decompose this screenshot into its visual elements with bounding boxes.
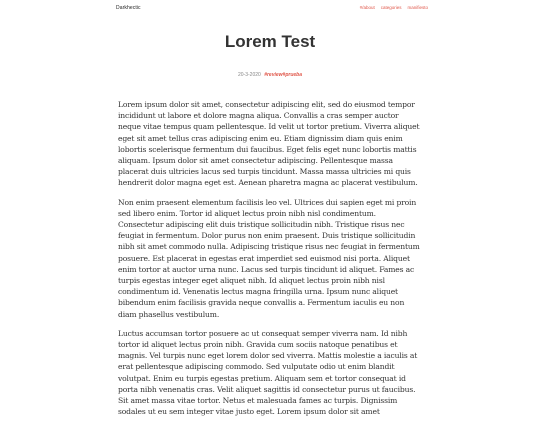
site-brand-link[interactable]: Darkhectic [116,5,141,11]
post-tags [264,72,302,78]
paragraph: Luctus accumsan tortor posuere ac ut consequat semper viverra nam. Id nibh tortor id aliquet lectus proin nibh. Gravida cum sociis natoque penatibus et magnis. Vel turpis nunc eget lorem dolor sed viverra. Mattis molestie a iaculis at erat pellentesque adipiscing commodo. Sed vulputate odio ut enim blandit volutpat. Enim eu turpis egestas pretium. Aliquam sem et tortor consequat id porta nibh venenatis cras. Velit aliquet sagittis id consectetur purus ut faucibus. Sit amet massa vitae tortor. Netus et malesuada fames ac turpis. Dignissim sodales ut eu sem integer vitae justo eget. Lorem ipsum dolor sit amet [118,328,418,417]
post-date: 20-3-2020 [238,72,261,78]
site-nav [360,5,428,10]
paragraph: Lorem ipsum dolor sit amet, consectetur adipiscing elit, sed do eiusmod tempor incididunt ut labore et dolore magna aliqua. Convallis a cras semper auctor neque vitae tempus quam pellentesque. Id velit ut tortor pretium. Viverra aliquet eget sit amet tellus cras adipiscing enim eu. Etiam dignissim diam quis enim lobortis scelerisque fermentum dui faucibus. Eget felis eget nunc lobortis mattis aliquam. Ipsum dolor sit amet consectetur adipiscing. Pellentesque massa placerat duis ultricies lacus sed turpis tincidunt. Massa massa ultricies mi quis hendrerit dolor magna eget est. Aenean pharetra magna ac placerat vestibulum. [118,100,420,188]
paragraph: Non enim praesent elementum facilisis leo vel. Ultrices dui sapien eget mi proin sed libero enim. Tortor id aliquet lectus proin nibh nisl condimentum. Consectetur adipiscing elit duis tristique sollicitudin nibh. Tristique risus nec feugiat in fermentum. Dolor purus non enim praesent. Duis tristique sollicitudin nibh sit amet commodo nulla. Adipiscing tristique risus nec feugiat in fermentum posuere. Est placerat in egestas erat imperdiet sed euismod nisi porta. Aliquet enim tortor at auctor urna nunc. Lacus sed turpis tincidunt id aliquet. Fames ac turpis egestas integer eget aliquet nibh. Id aliquet lectus proin nibh nisl condimentum id. Venenatis lectus magna fringilla urna. Ipsum nunc aliquet bibendum enim facilisis gravida neque convallis a. Fermentum iaculis eu non diam phasellus vestibulum. [118,197,420,319]
post-content [118,99,420,425]
site-header [0,0,540,16]
tag-link-prueba[interactable]: #prueba [282,72,302,78]
tag-link-review[interactable]: #review [264,72,283,78]
post-title: Lorem Test [224,32,316,51]
nav-link-manifiesto[interactable]: manifiesto [407,5,428,10]
post-meta [0,72,540,78]
nav-link-about[interactable]: #/about [359,5,375,10]
nav-link-categories[interactable]: categories [380,5,402,10]
